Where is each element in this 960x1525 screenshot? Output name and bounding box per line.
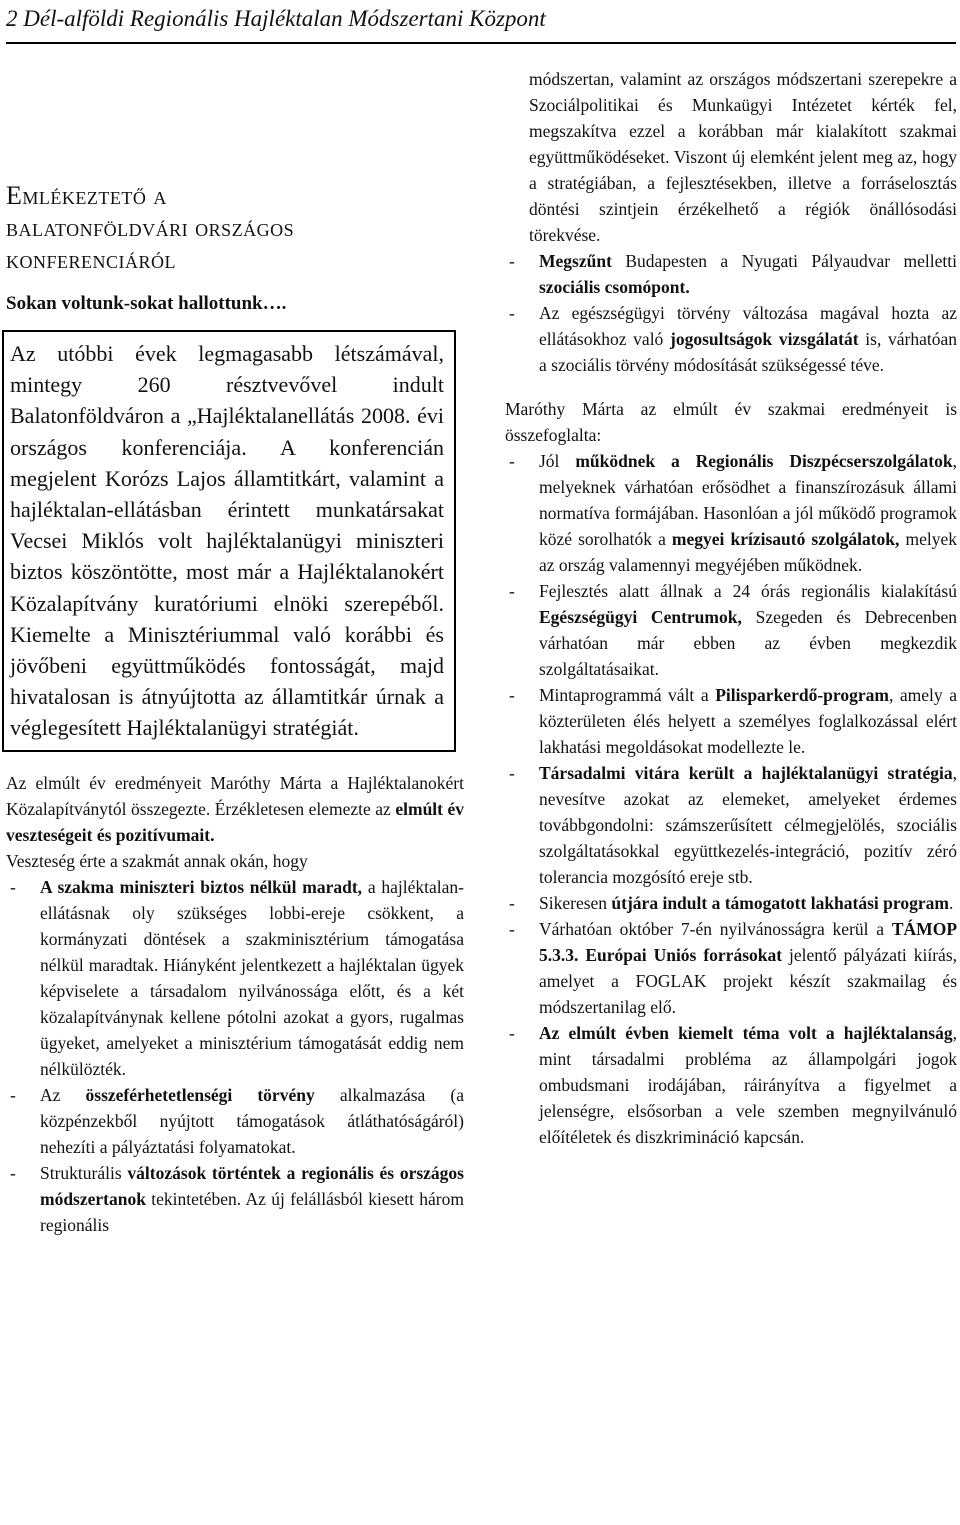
item-text: jelentő pályázati kiírás, amelyet a FOGLAK projekt készít szakmailag és módszertanilag elő.	[539, 945, 958, 1017]
list-item	[505, 890, 957, 916]
item-text: melyek az ország valamennyi megyéjében működnek.	[539, 529, 957, 575]
header-title: Dél-alföldi Regionális Hajléktalan Módszertani Központ	[23, 6, 546, 31]
summary-intro: Maróthy Márta az elmúlt év szakmai eredményeit is összefoglalta:	[505, 399, 957, 445]
item-text: Fejlesztés alatt állnak a 24 órás regionális kialakítású	[539, 581, 957, 601]
loss-intro: Veszteség érte a szakmát annak okán, hogy	[6, 850, 308, 871]
dash: -	[509, 1023, 515, 1043]
results-list	[505, 448, 957, 1150]
continued-paragraph: módszertan, valamint az országos módszertani szerepekre a Szociálpolitikai és Munkaügyi Intézetet kérték fel, megszakítva ezzel a korábban már kialakított szakmai együttműködéseket. Viszont új elemként jelent meg az, hogy a stratégiában, a fejlesztésekben, illetve a forráselosztás döntési szintjein érzékelhető a régiók önállósodási törekvése.	[529, 69, 957, 245]
article-subtitle: Sokan voltunk-sokat hallottunk….	[6, 293, 287, 314]
title-line-1: Emlékeztető a	[6, 181, 167, 210]
item-text: Várhatóan október 7-én nyilvánosságra kerül a	[539, 919, 885, 939]
item-text: Szegeden és Debrecenben várhatóan már ebben az évben megkezdik szolgáltatásaikat.	[539, 607, 958, 679]
item-bold: Megszűnt	[539, 251, 612, 271]
item-bold: A szakma miniszteri biztos nélkül maradt,	[40, 876, 363, 897]
list-item	[6, 1082, 464, 1160]
page-header	[6, 4, 956, 44]
item-bold: Társadalmi vitára került a hajléktalanügyi stratégia	[539, 763, 953, 783]
item-text: Sikeresen	[539, 893, 608, 913]
dash: -	[509, 919, 515, 939]
left-column	[6, 180, 464, 1238]
item-bold: útjára indult a támogatott lakhatási program	[611, 893, 949, 913]
item-text: Az egészségügyi törvény változása magával hozta az ellátásokhoz való	[539, 303, 957, 349]
list-item	[6, 874, 464, 1082]
results-bold: elmúlt év veszteségeit és pozitívumait.	[6, 798, 465, 845]
list-item	[505, 578, 957, 682]
item-text: Strukturális	[40, 1162, 122, 1183]
item-bold: Egészségügyi Centrumok,	[539, 607, 742, 627]
list-item	[505, 248, 957, 300]
page-number: 2	[6, 6, 18, 31]
list-item	[505, 916, 957, 1020]
item-bold: összeférhetetlenségi törvény	[85, 1084, 315, 1105]
dash: -	[10, 1084, 16, 1105]
item-text: Budapesten a Nyugati Pályaudvar melletti	[625, 251, 957, 271]
results-text: Az elmúlt év eredményeit Maróthy Márta a Hajléktalanokért Közalapítványtól összegezte. Érzékletesen elemezte az	[6, 772, 464, 819]
item-text: , mint társadalmi probléma az állampolgári jogok ombudsmani irodájában, ráirányítva a figyelmet a jelenségre, elsősorban a vele szemben megnyilvánuló előítéletek és diszkrimináció kapcsán.	[539, 1023, 957, 1147]
title-line-3: konferenciáról	[6, 245, 177, 274]
item-bold: Pilisparkerdő-program	[715, 685, 889, 705]
dash: -	[509, 893, 515, 913]
dash: -	[509, 303, 515, 323]
loss-list	[6, 874, 464, 1238]
item-text: is, várhatóan a szociális törvény módosítását szükségessé téve.	[539, 329, 958, 375]
item-text: .	[948, 893, 954, 913]
article-title	[6, 180, 464, 276]
item-bold: TÁMOP 5.3.3. Európai Uniós forrásokat	[539, 919, 958, 965]
list-item	[505, 760, 957, 890]
header-text	[6, 4, 956, 34]
list-item	[505, 300, 957, 378]
list-item	[505, 448, 957, 578]
intro-box: Az utóbbi évek legmagasabb létszámával, mintegy 260 résztvevővel indult Balatonföldváron a „Hajléktalanellátás 2008. évi országos konferenciája. A konferencián megjelent Korózs Lajos államtitkárt, valamint a hajléktalan-ellátásban érintett munkatársakat Vecsei Miklós volt hajléktalanügyi miniszteri biztos köszöntötte, most már a Hajléktalanokért Közalapítvány kuratóriumi elnöki szerepéből. Kiemelte a Minisztériummal való korábbi és jövőbeni együttműködés fontosságát, majd hivatalosan is átnyújtotta az államtitkár úrnak a véglegesített Hajléktalanügyi stratégiát.	[2, 330, 456, 752]
item-bold: megyei krízisautó szolgálatok,	[671, 529, 900, 549]
item-text: Jól	[539, 451, 560, 471]
dash: -	[509, 451, 515, 471]
item-text: alkalmazása (a közpénzekből nyújtott támogatások átláthatóságáról) nehezíti a pályáztatási folyamatokat.	[40, 1084, 465, 1157]
dash: -	[509, 251, 515, 271]
item-bold: szociális csomópont.	[539, 277, 690, 297]
item-bold: változások történtek a regionális és országos módszertanok	[40, 1162, 464, 1209]
header-rule	[6, 42, 956, 44]
results-paragraph	[6, 770, 464, 848]
item-bold: jogosultságok vizsgálatát	[670, 329, 859, 349]
title-line-2: balatonföldvári országos	[6, 213, 295, 242]
item-bold: működnek a Regionális Diszpécserszolgálatok	[575, 451, 953, 471]
item-bold: Az elmúlt évben kiemelt téma volt a hajléktalanság	[539, 1023, 953, 1043]
dash: -	[509, 685, 515, 705]
item-text: tekintetében. Az új felállásból kiesett három regionális	[40, 1188, 464, 1235]
right-column	[505, 66, 957, 1150]
item-text: , amely a közterületen élés helyett a személyes foglalkozással elért lakhatási megoldásokat modellezte le.	[539, 685, 958, 757]
item-text: , nevesítve azokat az elemeket, amelyeket érdemes továbbgondolni: számszerűsített célmegjelölés, szociális szolgáltatásokkal együttkezelés-integráció, pozitív zéró tolerancia mozgósító ereje stb.	[539, 763, 957, 887]
list-item	[505, 682, 957, 760]
dash: -	[509, 763, 515, 783]
list-item	[6, 1160, 464, 1238]
item-text: Mintaprogrammá vált a	[539, 685, 709, 705]
dash: -	[10, 876, 16, 897]
item-text: Az	[40, 1084, 61, 1105]
item-text: a hajléktalan-ellátásnak oly szükséges lobbi-ereje csökkent, a kormányzati döntések a szakminisztérium támogatása nélkül maradtak. Hiányként jelentkezett a hajléktalan ügyek képviselete a társadalom nyilvánossága előtt, és a két közalapítványnak kellene pótolni azokat a gyors, rugalmas ügyeket, amelyeket a minisztérium támogatását eddig nem nélkülözték.	[40, 876, 464, 1079]
item-text: , melyeknek várhatóan erősödhet a finanszírozásuk állami normatíva formájában. Hasonlóan a jól működő programok közé sorolhatók a	[539, 451, 957, 549]
dash: -	[509, 581, 515, 601]
changes-list	[505, 248, 957, 378]
list-item	[505, 1020, 957, 1150]
dash: -	[10, 1162, 16, 1183]
